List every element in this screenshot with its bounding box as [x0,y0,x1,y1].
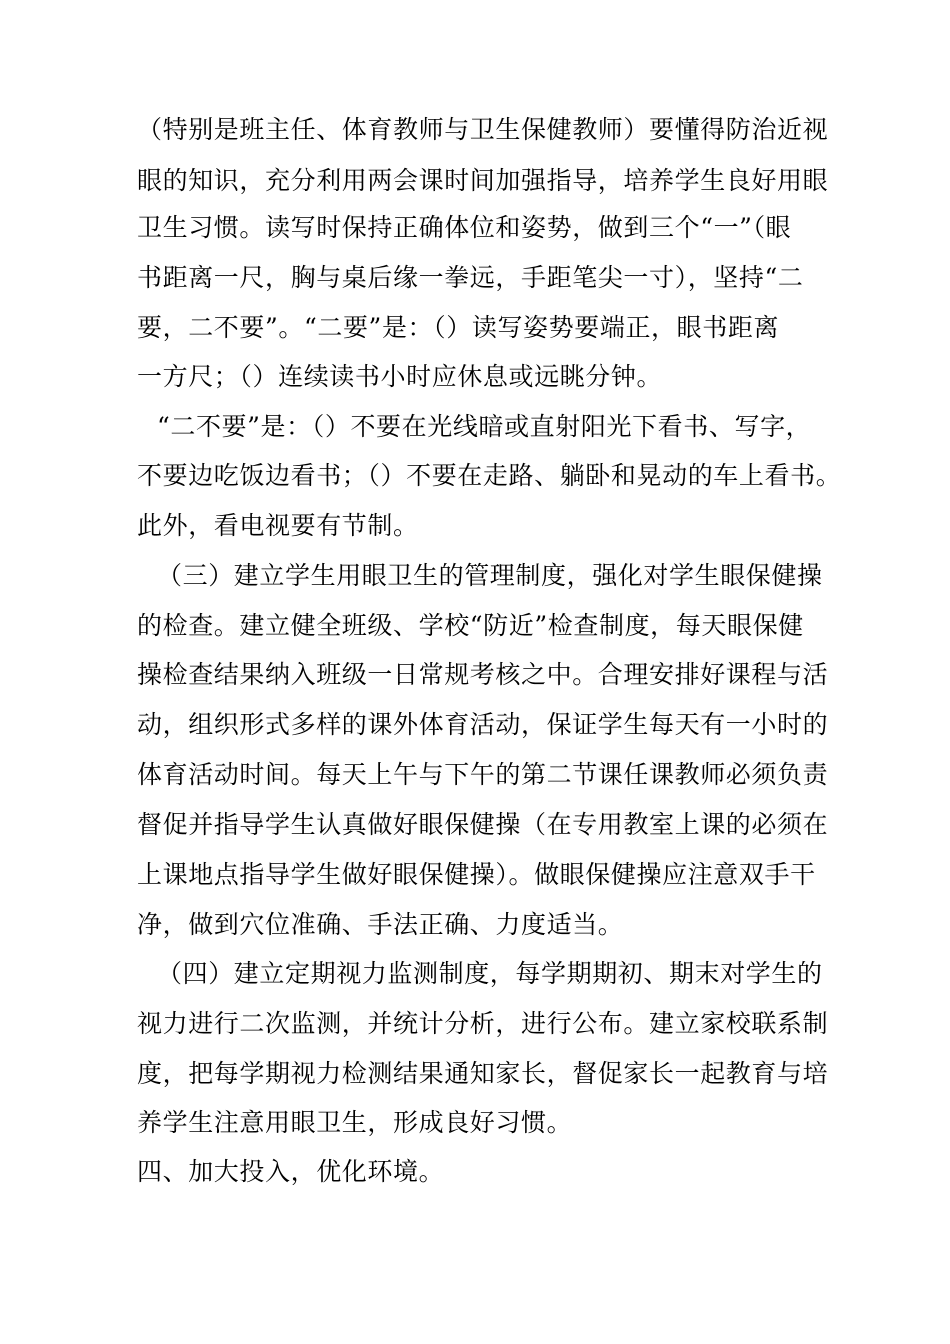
text-line: 视力进行二次监测，并统计分析，进行公布。建立家校联系制 [137,1009,829,1038]
text-line: 体育活动时间。每天上午与下午的第二节课任课教师必须负责 [137,760,829,789]
text-line: 不要边吃饭边看书；（）不要在走路、躺卧和晃动的车上看书。 [137,461,842,490]
text-line: 此外，看电视要有节制。 [137,511,419,540]
text-line: 的检查。建立健全班级、学校“防近”检查制度，每天眼保健 [137,611,804,640]
text-line: 卫生习惯。读写时保持正确体位和姿势，做到三个“一”（眼 [137,213,792,242]
text-line: 养学生注意用眼卫生，形成良好习惯。 [137,1108,573,1137]
text-line: 动，组织形式多样的课外体育活动，保证学生每天有一小时的 [137,710,829,739]
text-line: 上课地点指导学生做好眼保健操）。做眼保健操应注意双手干 [137,860,816,889]
text-line: 度，把每学期视力检测结果通知家长，督促家长一起教育与培 [137,1059,829,1088]
text-line: 一方尺；（）连续读书小时应休息或远眺分钟。 [137,362,663,391]
text-line: 要，二不要”。“二要”是：（）读写姿势要端正，眼书距离 [137,313,780,342]
text-line: （四）建立定期视力监测制度，每学期期初、期末对学生的 [157,959,823,988]
text-line: （特别是班主任、体育教师与卫生保健教师）要懂得防治近视 [137,115,829,144]
text-line: 操检查结果纳入班级一日常规考核之中。合理安排好课程与活 [137,660,829,689]
text-line: 督促并指导学生认真做好眼保健操（在专用教室上课的必须在 [137,810,829,839]
section-heading: 四、加大投入，优化环境。 [137,1157,445,1186]
text-line: 净，做到穴位准确、手法正确、力度适当。 [137,910,624,939]
text-line: 眼的知识，充分利用两会课时间加强指导，培养学生良好用眼 [137,166,829,195]
text-line: （三）建立学生用眼卫生的管理制度，强化对学生眼保健操 [157,561,823,590]
text-line: “二不要”是：（）不要在光线暗或直射阳光下看书、写字， [157,412,812,441]
text-line: 书距离一尺，胸与桌后缘一拳远，手距笔尖一寸），坚持“二 [137,263,804,292]
